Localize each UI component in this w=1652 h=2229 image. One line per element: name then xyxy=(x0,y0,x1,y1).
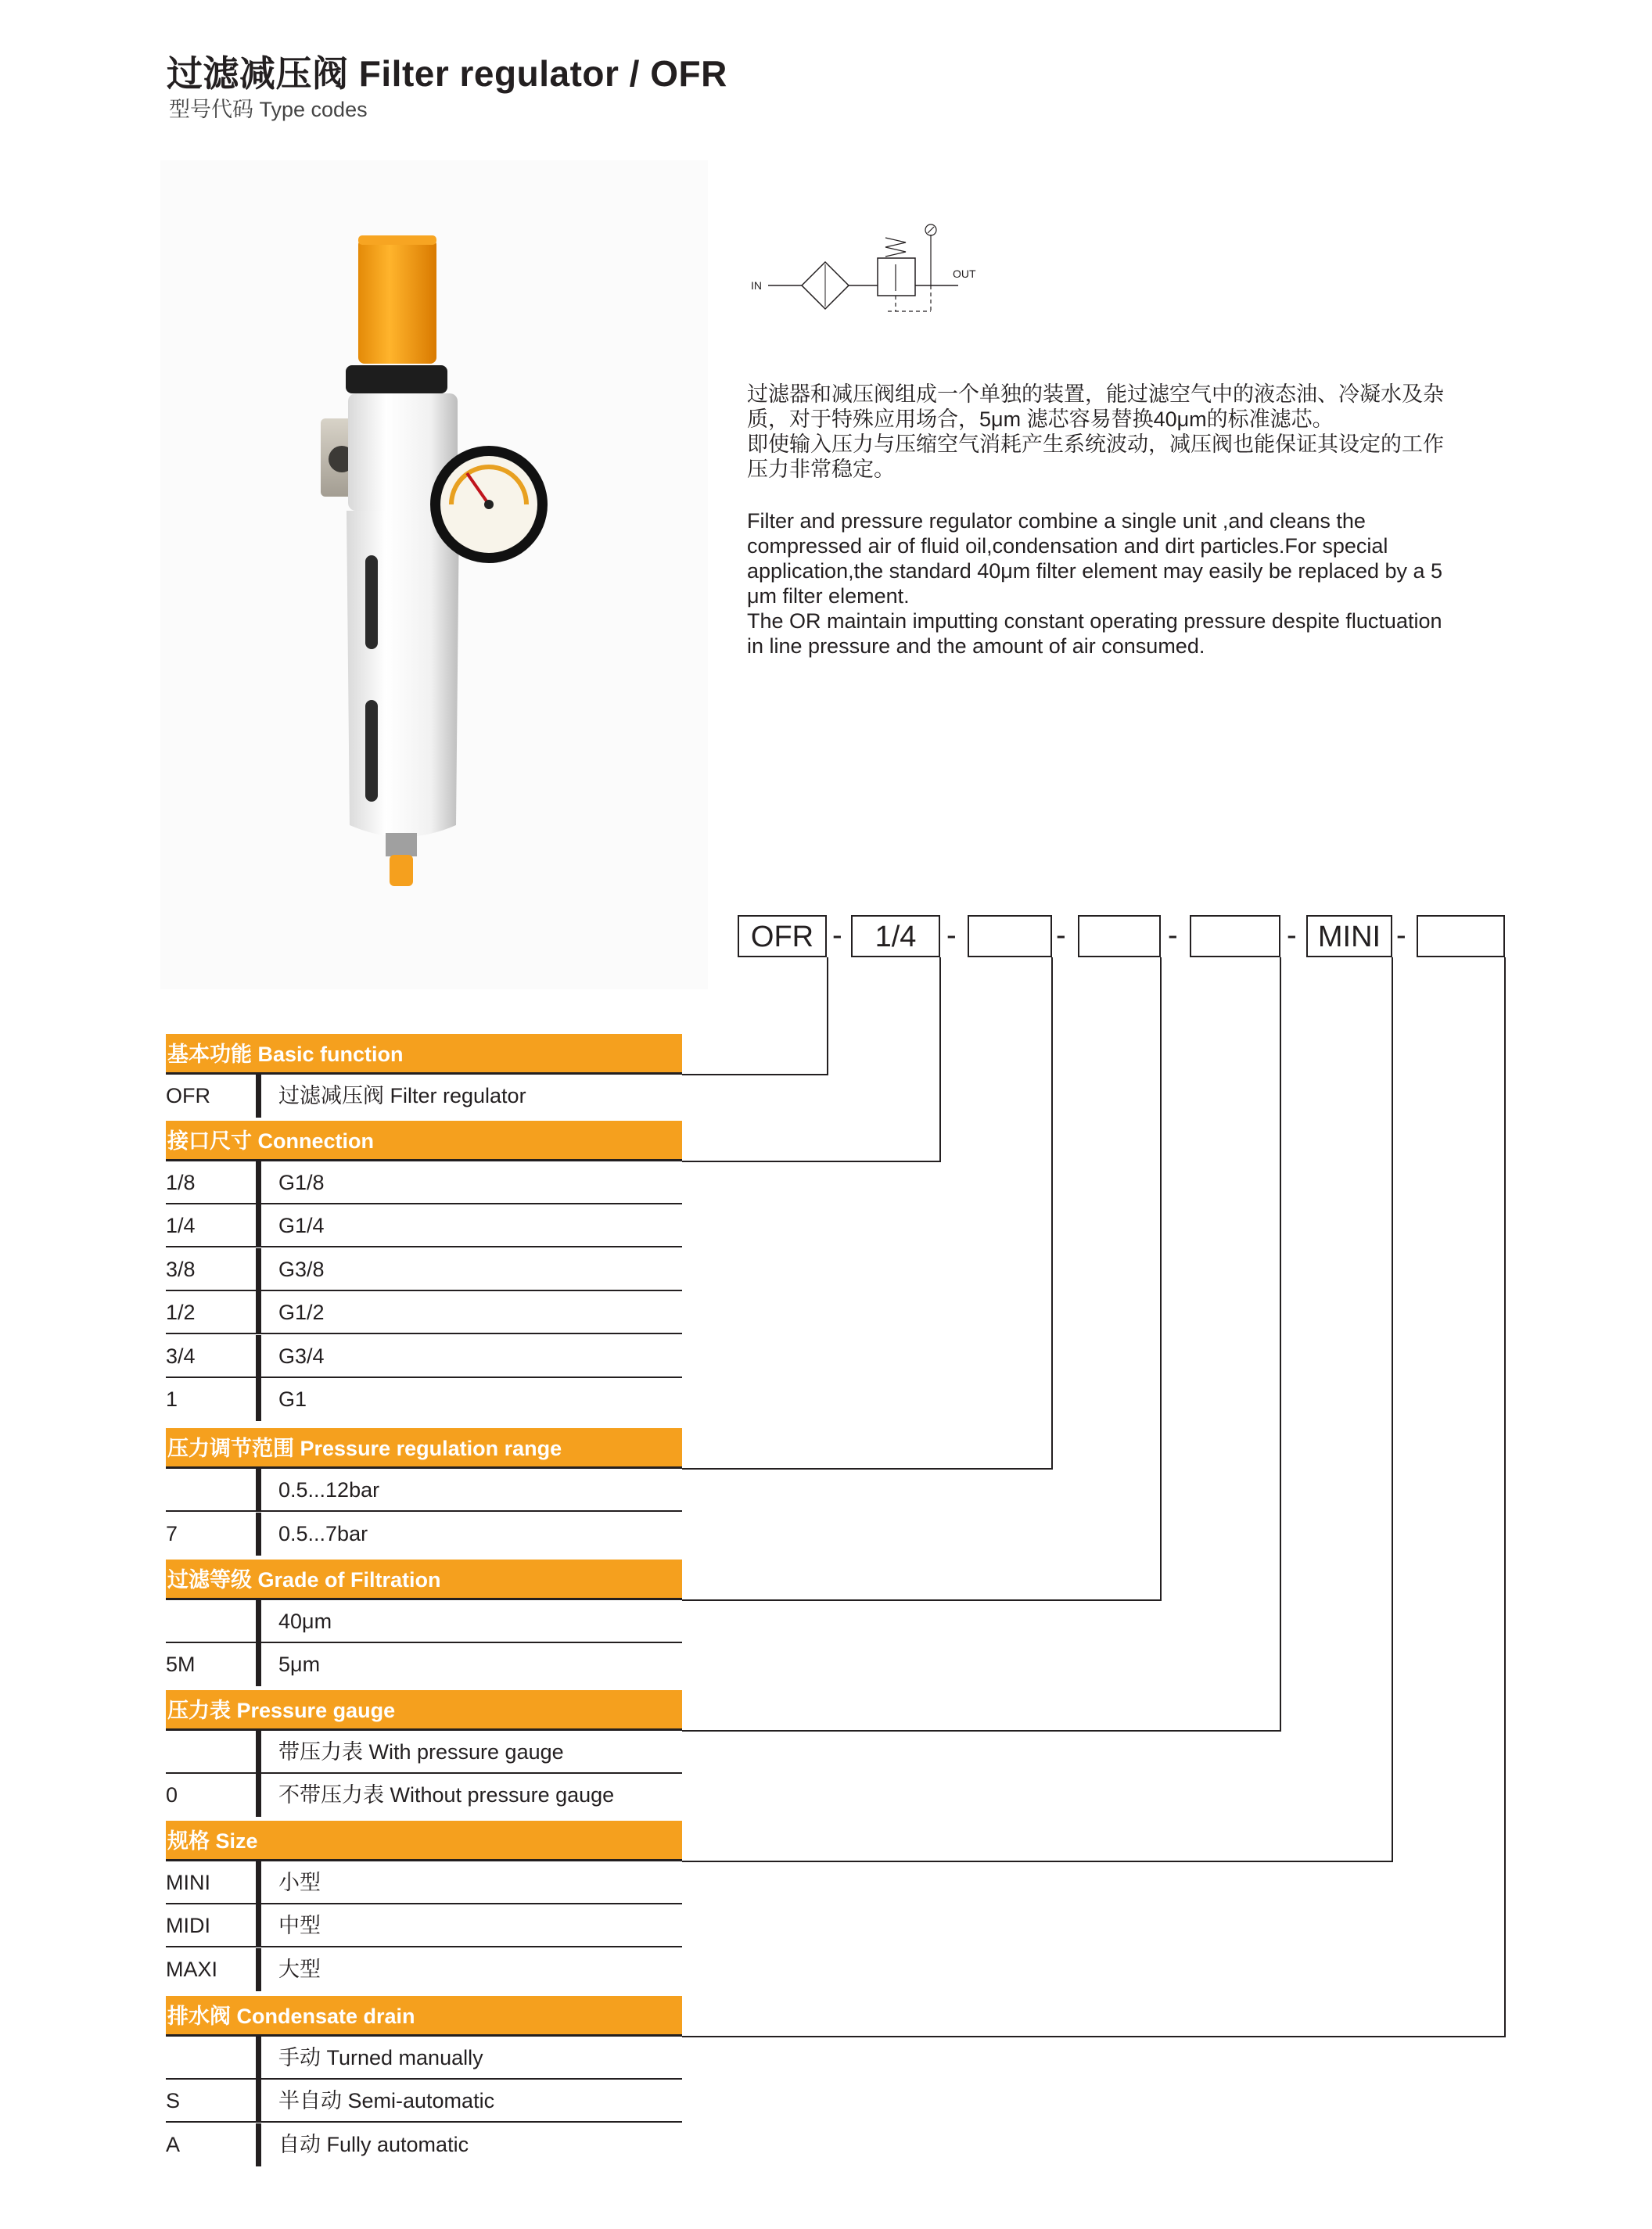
table-row xyxy=(166,1948,682,1991)
row-divider xyxy=(256,1335,261,1378)
option-code: 1 xyxy=(166,1387,178,1411)
section-header-pressure-range: 压力调节范围 Pressure regulation range xyxy=(166,1428,682,1469)
pneumatic-symbol xyxy=(751,219,986,325)
option-description: 0.5...7bar xyxy=(278,1522,368,1545)
option-description: 带压力表 With pressure gauge xyxy=(278,1740,564,1764)
table-row xyxy=(166,2080,682,2123)
description-en-line: compressed air of fluid oil,condensation and dirt particles.For special xyxy=(747,534,1388,558)
table-row xyxy=(166,1861,682,1904)
row-divider xyxy=(256,2123,261,2166)
option-code: MIDI xyxy=(166,1914,210,1937)
code-box-basic: OFR xyxy=(738,915,827,957)
table-row xyxy=(166,2037,682,2080)
option-description: 大型 xyxy=(278,1958,321,1981)
row-divider xyxy=(256,2080,261,2123)
description-en-line: in line pressure and the amount of air consumed. xyxy=(747,634,1205,658)
table-row xyxy=(166,1731,682,1774)
row-divider xyxy=(256,1774,261,1817)
description-en-line: μm filter element. xyxy=(747,584,910,608)
table-row xyxy=(166,1643,682,1686)
option-description: 不带压力表 Without pressure gauge xyxy=(278,1783,615,1807)
code-separator: - xyxy=(832,919,842,952)
option-code: S xyxy=(166,2089,181,2112)
row-divider xyxy=(256,1075,261,1118)
section-header-pressure-gauge: 压力表 Pressure gauge xyxy=(166,1690,682,1731)
code-box-filtration xyxy=(1078,915,1161,957)
description-en-line: application,the standard 40μm filter element may easily be replaced by a 5 xyxy=(747,559,1443,583)
table-row xyxy=(166,1513,682,1556)
row-divider xyxy=(256,1204,261,1247)
row-divider xyxy=(256,1161,261,1204)
option-description: G1/4 xyxy=(278,1214,325,1237)
table-row xyxy=(166,1161,682,1204)
option-code: 1/4 xyxy=(166,1214,196,1237)
option-description: 0.5...12bar xyxy=(278,1478,380,1502)
option-description: 5μm xyxy=(278,1653,321,1676)
row-divider xyxy=(256,1248,261,1291)
code-box-pressure-gauge xyxy=(1190,915,1280,957)
code-separator: - xyxy=(1056,919,1066,952)
description-cn-line: 即使输入压力与压缩空气消耗产生系统波动，减压阀也能保证其设定的工作 xyxy=(747,433,1444,456)
table-row xyxy=(166,1335,682,1378)
option-code: MINI xyxy=(166,1871,210,1894)
section-header-size: 规格 Size xyxy=(166,1821,682,1861)
code-box-drain xyxy=(1417,915,1505,957)
section-header-condensate-drain: 排水阀 Condensate drain xyxy=(166,1996,682,2037)
table-row xyxy=(166,1774,682,1817)
row-divider xyxy=(256,1643,261,1686)
option-code: MAXI xyxy=(166,1958,218,1981)
option-code: OFR xyxy=(166,1084,210,1107)
option-description: 过滤减压阀 Filter regulator xyxy=(278,1084,526,1107)
option-code: 0 xyxy=(166,1783,178,1807)
row-divider xyxy=(256,1731,261,1774)
option-code: 3/8 xyxy=(166,1258,196,1281)
row-divider xyxy=(256,1904,261,1947)
code-box-size: MINI xyxy=(1306,915,1392,957)
section-header-filtration: 过滤等级 Grade of Filtration xyxy=(166,1560,682,1600)
row-divider xyxy=(256,1600,261,1643)
option-description: G1/2 xyxy=(278,1301,325,1324)
code-separator: - xyxy=(946,919,957,952)
description-english xyxy=(747,508,1474,659)
code-separator: - xyxy=(1168,919,1178,952)
option-code: 1/8 xyxy=(166,1171,196,1194)
table-row xyxy=(166,1904,682,1947)
table-row xyxy=(166,1248,682,1291)
option-description: 中型 xyxy=(278,1914,321,1937)
section-header-basic-function: 基本功能 Basic function xyxy=(166,1034,682,1075)
page-title: 过滤减压阀 Filter regulator / OFR xyxy=(167,53,727,94)
option-description: 自动 Fully automatic xyxy=(278,2133,469,2156)
row-divider xyxy=(256,2037,261,2080)
option-code: 7 xyxy=(166,1522,178,1545)
table-row xyxy=(166,2123,682,2166)
option-description: G1/8 xyxy=(278,1171,325,1194)
table-row xyxy=(166,1600,682,1643)
option-description: G1 xyxy=(278,1387,307,1411)
section-header-connection: 接口尺寸 Connection xyxy=(166,1121,682,1161)
code-separator: - xyxy=(1396,919,1406,952)
code-box-connection: 1/4 xyxy=(851,915,940,957)
code-separator: - xyxy=(1287,919,1297,952)
description-cn-line: 压力非常稳定。 xyxy=(747,458,895,481)
product-image xyxy=(160,160,708,989)
row-divider xyxy=(256,1861,261,1904)
code-box-pressure-range xyxy=(968,915,1052,957)
option-description: 小型 xyxy=(278,1871,321,1894)
description-en-line: Filter and pressure regulator combine a single unit ,and cleans the xyxy=(747,509,1366,533)
row-divider xyxy=(256,1948,261,1991)
option-code: 3/4 xyxy=(166,1344,196,1368)
table-row xyxy=(166,1378,682,1421)
option-code: 5M xyxy=(166,1653,196,1676)
option-description: G3/4 xyxy=(278,1344,325,1368)
option-description: G3/8 xyxy=(278,1258,325,1281)
option-description: 手动 Turned manually xyxy=(278,2046,483,2069)
table-row xyxy=(166,1291,682,1334)
row-divider xyxy=(256,1513,261,1556)
description-chinese xyxy=(747,382,1474,482)
row-divider xyxy=(256,1291,261,1334)
row-divider xyxy=(256,1469,261,1512)
option-description: 半自动 Semi-automatic xyxy=(278,2089,495,2112)
description-en-line: The OR maintain imputting constant operating pressure despite fluctuation xyxy=(747,609,1442,633)
symbol-in-label: IN xyxy=(751,279,762,292)
table-row xyxy=(166,1204,682,1247)
option-code: 1/2 xyxy=(166,1301,196,1324)
description-cn-line: 质，对于特殊应用场合，5μm 滤芯容易替换40μm的标准滤芯。 xyxy=(747,407,1334,431)
page-subtitle: 型号代码 Type codes xyxy=(169,98,368,121)
symbol-out-label: OUT xyxy=(953,267,976,280)
description-cn-line: 过滤器和减压阀组成一个单独的装置，能过滤空气中的液态油、冷凝水及杂 xyxy=(747,382,1444,406)
option-code: A xyxy=(166,2133,181,2156)
row-divider xyxy=(256,1378,261,1421)
option-description: 40μm xyxy=(278,1610,332,1633)
table-row xyxy=(166,1075,682,1118)
table-row xyxy=(166,1469,682,1512)
